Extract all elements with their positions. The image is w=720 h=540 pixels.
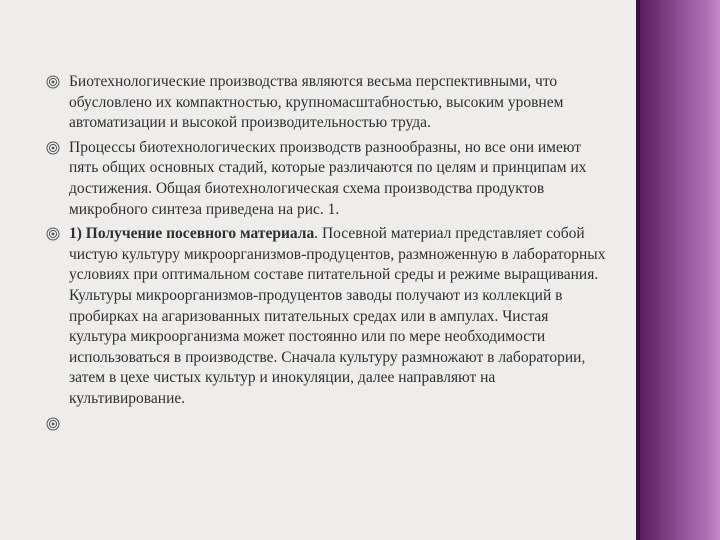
circle-bullet-icon xyxy=(46,417,60,431)
bullet-text xyxy=(69,224,606,409)
bullet-body: Биотехнологические производства являются весьма перспективными, что обусловлено их компактностью, крупномасштабностью, высоким уровнем автоматизации и высокой производительностью труда. xyxy=(69,73,564,132)
circle-bullet-icon xyxy=(46,227,60,241)
circle-bullet-icon xyxy=(46,75,60,89)
bullet-body: . Посевной материал представляет собой чистую культуру микроорганизмов-продуцентов, размноженную в лабораторных условиях при оптимальном составе питательной среды и режиме выращивания. Культуры микроорганизмов-продуцентов заводы получают из коллекций в пробирках на агаризованных питательных средах или в ампулах. Чистая культура микроорганизма может постоянно или по мере необходимости использоваться в производстве. Сначала культуру размножают в лаборатории, затем в цехе чистых культур и инокуляции, далее направляют на культивирование. xyxy=(69,225,606,407)
accent-stripe xyxy=(640,0,720,540)
bullet-item xyxy=(46,414,606,434)
bullet-text xyxy=(69,72,606,134)
bullet-lead: 1) Получение посевного материала xyxy=(69,225,315,243)
bullet-item xyxy=(46,72,606,134)
bullet-text xyxy=(69,138,606,220)
bullet-list xyxy=(46,72,606,440)
bullet-text xyxy=(69,414,606,434)
bullet-body: Процессы биотехнологических производств разнообразны, но все они имеют пять общих основных стадий, которые различаются по целям и принципам их достижения. Общая биотехнологическая схема производства продуктов микробного синтеза приведена на рис. 1. xyxy=(69,138,587,218)
bullet-item xyxy=(46,138,606,220)
circle-bullet-icon xyxy=(46,141,60,155)
bullet-item xyxy=(46,224,606,409)
